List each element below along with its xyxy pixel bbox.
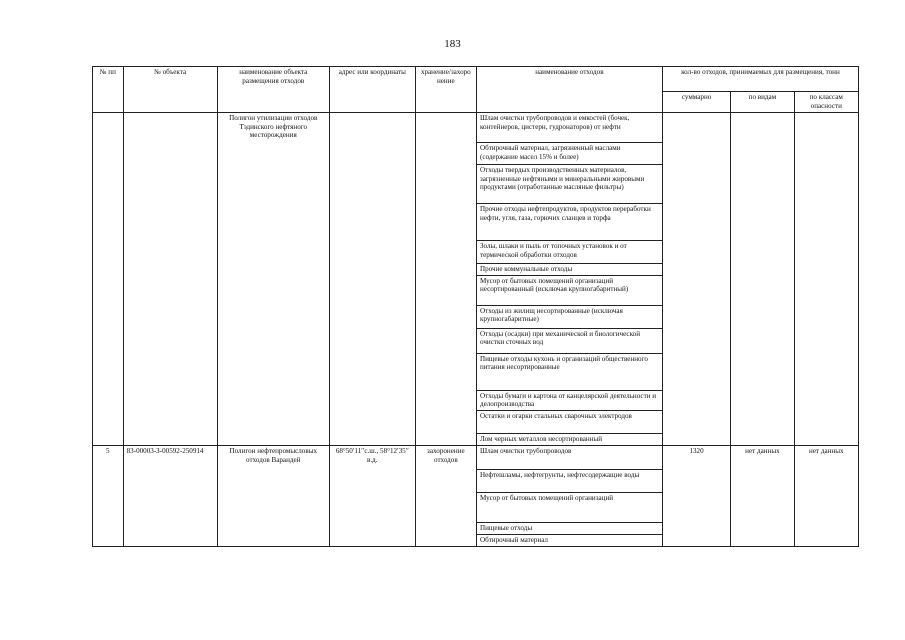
waste-item: Обтирочный материал, загрязненный маслами (содержание масел 15% и более) <box>476 142 662 164</box>
cell-object-id <box>123 112 217 445</box>
waste-item: Прочие отходы нефтепродуктов, продуктов переработки нефти, угля, газа, горючих сланцев и торфа <box>476 203 662 240</box>
waste-item: Пищевые отходы <box>476 523 662 535</box>
waste-item: Отходы твердых производственных материалов, загрязненные нефтяными и минеральными жировыми продуктами (отработанные масляные фильтры) <box>476 164 662 203</box>
waste-item: Пищевые отходы кухонь и организаций общественного питания несортированные <box>476 353 662 390</box>
header-by-type: по видам <box>731 92 794 113</box>
header-row <box>93 67 859 92</box>
header-object-name: наименование объекта размещения отходов <box>217 67 329 113</box>
header-waste-name: наименование отходов <box>476 67 662 113</box>
object-storage: захоронение отходов <box>415 446 476 547</box>
header-total: суммарно <box>662 92 730 113</box>
waste-item: Отходы из жилищ несортированные (исключая крупногабаритные) <box>476 305 662 328</box>
object-by-class: нет данных <box>794 446 858 547</box>
header-num: № пп <box>93 67 124 113</box>
waste-item: Шлам очистки трубопроводов и емкостей (бочек, контейнеров, цистерн, гудронаторов) от нефти <box>476 112 662 142</box>
waste-item: Обтирочный материал <box>476 535 662 547</box>
table-row <box>93 112 859 142</box>
waste-item: Прочие коммунальные отходы <box>476 263 662 275</box>
cell-total <box>662 112 730 445</box>
cell-storage <box>415 112 476 445</box>
waste-item: Отходы (осадки) при механической и биологической очистки сточных вод <box>476 328 662 353</box>
object-name: Полигон нефтепромысловых отходов Варандей <box>217 446 329 547</box>
cell-num <box>93 112 124 445</box>
object-coordinates: 68°50′11′′с.ш., 58°12′35′′ в.д. <box>329 446 415 547</box>
waste-item: Нефтешламы, нефтегрунты, нефтесодержащие воды <box>476 470 662 493</box>
waste-item: Мусор от бытовых помещений организаций несортированный (исключая крупногабаритный) <box>476 275 662 305</box>
header-storage: хранение/захоро нение <box>415 67 476 113</box>
waste-item: Отходы бумаги и картона от канцелярской деятельности и делопроизводства <box>476 390 662 411</box>
cell-by-class <box>794 112 858 445</box>
header-address: адрес или координаты <box>329 67 415 113</box>
waste-registry-table <box>92 66 859 547</box>
object-total: 1320 <box>662 446 730 547</box>
waste-item: Лом черных металлов несортированный <box>476 434 662 446</box>
page-number: 183 <box>444 38 461 50</box>
header-quantity: кол-во отходов, принимаемых для размещения, тонн <box>662 67 858 92</box>
header-object-id: № объекта <box>123 67 217 113</box>
cell-by-type <box>731 112 794 445</box>
table-row <box>93 446 859 470</box>
waste-item: Остатки и огарки стальных сварочных электродов <box>476 411 662 434</box>
object-num: 5 <box>93 446 124 547</box>
header-by-class: по классам опасности <box>794 92 858 113</box>
object-by-type: нет данных <box>731 446 794 547</box>
object-id: 83-00003-З-00592-250914 <box>123 446 217 547</box>
object-name: Полигон утилизации отходов Тэдинского нефтяного месторождения <box>217 112 329 445</box>
waste-item: Мусор от бытовых помещений организаций <box>476 493 662 523</box>
waste-item: Золы, шлаки и пыль от топочных установок и от термической обработки отходов <box>476 240 662 263</box>
waste-item: Шлам очистки трубопроводов <box>476 446 662 470</box>
cell-address <box>329 112 415 445</box>
